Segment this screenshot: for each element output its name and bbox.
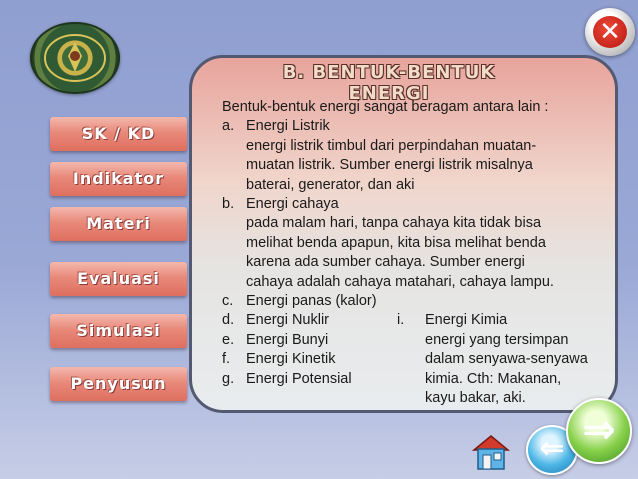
menu-penyusun-button[interactable]: Penyusun xyxy=(50,367,187,401)
list-label: g. xyxy=(222,371,235,387)
item-desc-line: karena ada sumber cahaya. Sumber energi xyxy=(246,254,525,270)
item-desc-line: melihat benda apapun, kita bisa melihat benda xyxy=(246,235,546,251)
menu-sk-kd-button[interactable]: SK / KD xyxy=(50,117,187,151)
item-desc-line: energi listrik timbul dari perpindahan muatan- xyxy=(246,138,537,154)
list-label: b. xyxy=(222,196,235,212)
close-button[interactable] xyxy=(585,8,635,56)
menu-simulasi-button[interactable]: Simulasi xyxy=(50,314,187,348)
item-desc-line: muatan listrik. Sumber energi listrik misalnya xyxy=(246,157,533,173)
intro-text: Bentuk-bentuk energi sangat beragam antara lain : xyxy=(222,99,549,115)
item-desc-line: energi yang tersimpan xyxy=(425,332,569,348)
list-label: c. xyxy=(222,293,234,309)
item-desc-line: baterai, generator, dan aki xyxy=(246,177,415,193)
close-icon xyxy=(593,16,627,48)
home-icon xyxy=(474,436,508,469)
arrow-left-icon: ⇐ xyxy=(539,431,565,466)
menu-evaluasi-button[interactable]: Evaluasi xyxy=(50,262,187,296)
list-label: d. xyxy=(222,312,235,328)
item-desc-line: kayu bakar, aki. xyxy=(425,390,526,406)
tut-wuri-handayani-logo xyxy=(30,22,120,94)
home-button[interactable] xyxy=(470,432,512,472)
menu-indikator-button[interactable]: Indikator xyxy=(50,162,187,196)
close-glyph: ✕ xyxy=(599,17,621,47)
arrow-right-icon: ⇒ xyxy=(582,407,616,453)
item-desc-line: pada malam hari, tanpa cahaya kita tidak bisa xyxy=(246,215,542,231)
item-desc-line: cahaya adalah cahaya matahari, cahaya lampu. xyxy=(246,274,554,290)
list-label: e. xyxy=(222,332,235,348)
page-title: B. BENTUK-BENTUK ENERGI xyxy=(282,62,496,104)
item-desc-line: dalam senyawa-senyawa xyxy=(425,351,588,367)
list-item-name: Energi Bunyi xyxy=(246,332,329,348)
item-desc-line: kimia. Cth: Makanan, xyxy=(425,371,562,387)
list-label: a. xyxy=(222,118,235,134)
list-item-i-label: i. xyxy=(397,312,405,328)
list-item-name: Energi panas (kalor) xyxy=(246,293,377,309)
list-item-name: Energi cahaya xyxy=(246,196,339,212)
next-button[interactable] xyxy=(566,398,632,464)
list-item-name: Energi Kinetik xyxy=(246,351,336,367)
logo-emblem-icon xyxy=(30,22,120,94)
list-item-name: Energi Listrik xyxy=(246,118,330,134)
menu-materi-button[interactable]: Materi xyxy=(50,207,187,241)
list-label: f. xyxy=(222,351,231,367)
list-item-name: Energi Nuklir xyxy=(246,312,329,328)
list-item-name: Energi Potensial xyxy=(246,371,352,387)
list-item-i-name: Energi Kimia xyxy=(425,312,508,328)
